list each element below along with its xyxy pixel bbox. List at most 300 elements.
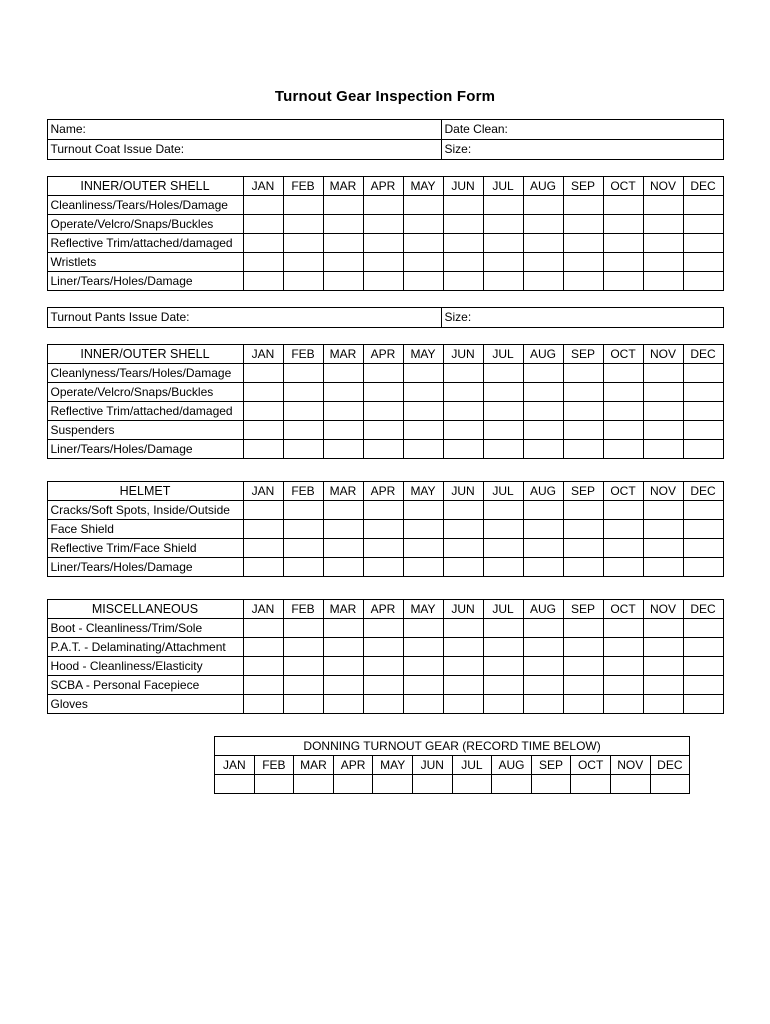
- check-cell[interactable]: [523, 383, 563, 402]
- month-header-dec: DEC: [650, 756, 690, 775]
- check-cell[interactable]: [683, 501, 723, 520]
- check-cell[interactable]: [323, 676, 363, 695]
- check-cell[interactable]: [643, 695, 683, 714]
- check-cell[interactable]: [363, 638, 403, 657]
- check-cell[interactable]: [683, 383, 723, 402]
- check-cell[interactable]: [603, 402, 643, 421]
- check-cell[interactable]: [683, 196, 723, 215]
- check-cell[interactable]: [563, 520, 603, 539]
- section-heading: INNER/OUTER SHELL: [47, 177, 243, 196]
- check-cell[interactable]: [523, 558, 563, 577]
- check-cell[interactable]: [523, 695, 563, 714]
- check-cell[interactable]: [523, 440, 563, 459]
- month-header-may: MAY: [403, 345, 443, 364]
- check-cell[interactable]: [683, 657, 723, 676]
- check-cell[interactable]: [643, 364, 683, 383]
- check-cell[interactable]: [603, 657, 643, 676]
- check-cell[interactable]: [283, 440, 323, 459]
- check-cell[interactable]: [563, 196, 603, 215]
- check-cell[interactable]: [443, 402, 483, 421]
- check-cell[interactable]: [323, 234, 363, 253]
- check-cell[interactable]: [483, 657, 523, 676]
- check-cell[interactable]: [443, 657, 483, 676]
- check-cell[interactable]: [283, 402, 323, 421]
- month-header-apr: APR: [363, 482, 403, 501]
- section-header-row: [47, 345, 723, 364]
- check-cell[interactable]: [443, 520, 483, 539]
- check-cell[interactable]: [323, 695, 363, 714]
- check-cell[interactable]: [603, 383, 643, 402]
- inspection-item-label: SCBA - Personal Facepiece: [47, 676, 243, 695]
- check-cell[interactable]: [643, 383, 683, 402]
- check-cell[interactable]: [483, 695, 523, 714]
- check-cell[interactable]: [603, 539, 643, 558]
- check-cell[interactable]: [523, 520, 563, 539]
- month-header-sep: SEP: [563, 345, 603, 364]
- check-cell[interactable]: [243, 402, 283, 421]
- check-cell[interactable]: [363, 272, 403, 291]
- check-cell[interactable]: [563, 657, 603, 676]
- check-cell[interactable]: [323, 657, 363, 676]
- check-cell[interactable]: [283, 539, 323, 558]
- check-cell[interactable]: [443, 364, 483, 383]
- check-cell[interactable]: [363, 695, 403, 714]
- date-clean-field[interactable]: Date Clean:: [441, 120, 723, 140]
- check-cell[interactable]: [363, 619, 403, 638]
- month-header-may: MAY: [403, 482, 443, 501]
- check-cell[interactable]: [563, 676, 603, 695]
- coat-size-field[interactable]: Size:: [441, 140, 723, 160]
- check-cell[interactable]: [523, 234, 563, 253]
- check-cell[interactable]: [563, 383, 603, 402]
- coat-issue-date-field[interactable]: Turnout Coat Issue Date:: [47, 140, 441, 160]
- check-cell[interactable]: [643, 440, 683, 459]
- check-cell[interactable]: [643, 234, 683, 253]
- check-cell[interactable]: [683, 440, 723, 459]
- name-field[interactable]: Name:: [47, 120, 441, 140]
- check-cell[interactable]: [523, 501, 563, 520]
- donning-time-cell[interactable]: [373, 775, 413, 794]
- check-cell[interactable]: [403, 619, 443, 638]
- check-cell[interactable]: [683, 638, 723, 657]
- check-cell[interactable]: [403, 272, 443, 291]
- check-cell[interactable]: [243, 215, 283, 234]
- table-row: [215, 775, 690, 794]
- check-cell[interactable]: [483, 440, 523, 459]
- check-cell[interactable]: [403, 638, 443, 657]
- check-cell[interactable]: [643, 619, 683, 638]
- check-cell[interactable]: [363, 539, 403, 558]
- month-header-jul: JUL: [483, 345, 523, 364]
- check-cell[interactable]: [683, 676, 723, 695]
- check-cell[interactable]: [643, 215, 683, 234]
- check-cell[interactable]: [283, 364, 323, 383]
- check-cell[interactable]: [643, 253, 683, 272]
- check-cell[interactable]: [243, 619, 283, 638]
- check-cell[interactable]: [403, 383, 443, 402]
- check-cell[interactable]: [403, 520, 443, 539]
- check-cell[interactable]: [683, 619, 723, 638]
- check-cell[interactable]: [363, 215, 403, 234]
- check-cell[interactable]: [603, 619, 643, 638]
- check-cell[interactable]: [643, 558, 683, 577]
- check-cell[interactable]: [603, 364, 643, 383]
- check-cell[interactable]: [563, 501, 603, 520]
- month-header-jul: JUL: [483, 600, 523, 619]
- check-cell[interactable]: [363, 520, 403, 539]
- check-cell[interactable]: [283, 501, 323, 520]
- donning-time-cell[interactable]: [571, 775, 611, 794]
- month-header-nov: NOV: [643, 600, 683, 619]
- check-cell[interactable]: [523, 676, 563, 695]
- check-cell[interactable]: [403, 676, 443, 695]
- check-cell[interactable]: [683, 558, 723, 577]
- check-cell[interactable]: [643, 657, 683, 676]
- check-cell[interactable]: [443, 695, 483, 714]
- check-cell[interactable]: [323, 501, 363, 520]
- check-cell[interactable]: [363, 440, 403, 459]
- check-cell[interactable]: [683, 253, 723, 272]
- check-cell[interactable]: [403, 402, 443, 421]
- check-cell[interactable]: [443, 440, 483, 459]
- check-cell[interactable]: [363, 657, 403, 676]
- check-cell[interactable]: [523, 364, 563, 383]
- check-cell[interactable]: [443, 196, 483, 215]
- check-cell[interactable]: [443, 638, 483, 657]
- check-cell[interactable]: [243, 272, 283, 291]
- check-cell[interactable]: [603, 196, 643, 215]
- check-cell[interactable]: [483, 676, 523, 695]
- check-cell[interactable]: [683, 402, 723, 421]
- check-cell[interactable]: [283, 272, 323, 291]
- check-cell[interactable]: [243, 520, 283, 539]
- check-cell[interactable]: [323, 364, 363, 383]
- check-cell[interactable]: [283, 676, 323, 695]
- check-cell[interactable]: [403, 440, 443, 459]
- donning-time-cell[interactable]: [294, 775, 334, 794]
- inspection-item-label: Face Shield: [47, 520, 243, 539]
- check-cell[interactable]: [523, 539, 563, 558]
- check-cell[interactable]: [563, 234, 603, 253]
- month-header-jul: JUL: [483, 177, 523, 196]
- check-cell[interactable]: [683, 272, 723, 291]
- check-cell[interactable]: [603, 440, 643, 459]
- check-cell[interactable]: [683, 234, 723, 253]
- month-header-feb: FEB: [283, 345, 323, 364]
- check-cell[interactable]: [323, 253, 363, 272]
- check-cell[interactable]: [643, 402, 683, 421]
- month-header-nov: NOV: [643, 177, 683, 196]
- check-cell[interactable]: [403, 215, 443, 234]
- check-cell[interactable]: [563, 638, 603, 657]
- check-cell[interactable]: [443, 676, 483, 695]
- check-cell[interactable]: [323, 402, 363, 421]
- check-cell[interactable]: [603, 501, 643, 520]
- check-cell[interactable]: [603, 676, 643, 695]
- check-cell[interactable]: [523, 657, 563, 676]
- check-cell[interactable]: [403, 253, 443, 272]
- check-cell[interactable]: [283, 638, 323, 657]
- table-row: [47, 196, 723, 215]
- check-cell[interactable]: [443, 272, 483, 291]
- check-cell[interactable]: [443, 421, 483, 440]
- check-cell[interactable]: [483, 402, 523, 421]
- check-cell[interactable]: [243, 196, 283, 215]
- check-cell[interactable]: [243, 676, 283, 695]
- inspection-item-label: Cleanliness/Tears/Holes/Damage: [47, 196, 243, 215]
- check-cell[interactable]: [523, 215, 563, 234]
- check-cell[interactable]: [603, 253, 643, 272]
- check-cell[interactable]: [243, 253, 283, 272]
- check-cell[interactable]: [443, 383, 483, 402]
- month-header-apr: APR: [333, 756, 373, 775]
- check-cell[interactable]: [603, 695, 643, 714]
- donning-time-cell[interactable]: [412, 775, 452, 794]
- check-cell[interactable]: [363, 364, 403, 383]
- month-header-dec: DEC: [683, 345, 723, 364]
- check-cell[interactable]: [443, 215, 483, 234]
- check-cell[interactable]: [483, 364, 523, 383]
- check-cell[interactable]: [643, 638, 683, 657]
- check-cell[interactable]: [363, 234, 403, 253]
- check-cell[interactable]: [443, 253, 483, 272]
- month-header-jun: JUN: [443, 600, 483, 619]
- check-cell[interactable]: [363, 196, 403, 215]
- pants-size-field[interactable]: Size:: [441, 308, 723, 328]
- check-cell[interactable]: [483, 421, 523, 440]
- check-cell[interactable]: [483, 501, 523, 520]
- check-cell[interactable]: [283, 657, 323, 676]
- donning-time-cell[interactable]: [215, 775, 255, 794]
- donning-time-cell[interactable]: [333, 775, 373, 794]
- check-cell[interactable]: [323, 196, 363, 215]
- check-cell[interactable]: [243, 440, 283, 459]
- section-heading: HELMET: [47, 482, 243, 501]
- check-cell[interactable]: [523, 253, 563, 272]
- inspection-item-label: Reflective Trim/Face Shield: [47, 539, 243, 558]
- check-cell[interactable]: [363, 558, 403, 577]
- check-cell[interactable]: [363, 383, 403, 402]
- check-cell[interactable]: [283, 619, 323, 638]
- check-cell[interactable]: [643, 196, 683, 215]
- month-header-oct: OCT: [603, 177, 643, 196]
- check-cell[interactable]: [603, 215, 643, 234]
- check-cell[interactable]: [283, 421, 323, 440]
- check-cell[interactable]: [243, 234, 283, 253]
- check-cell[interactable]: [483, 196, 523, 215]
- table-row: [215, 737, 690, 756]
- check-cell[interactable]: [403, 364, 443, 383]
- check-cell[interactable]: [403, 558, 443, 577]
- check-cell[interactable]: [563, 440, 603, 459]
- donning-time-cell[interactable]: [452, 775, 492, 794]
- check-cell[interactable]: [603, 638, 643, 657]
- check-cell[interactable]: [403, 657, 443, 676]
- check-cell[interactable]: [523, 272, 563, 291]
- table-row: [47, 638, 723, 657]
- section-header-row: [47, 600, 723, 619]
- check-cell[interactable]: [323, 383, 363, 402]
- check-cell[interactable]: [323, 272, 363, 291]
- check-cell[interactable]: [483, 253, 523, 272]
- check-cell[interactable]: [683, 539, 723, 558]
- check-cell[interactable]: [483, 215, 523, 234]
- check-cell[interactable]: [323, 539, 363, 558]
- check-cell[interactable]: [283, 520, 323, 539]
- month-header-feb: FEB: [283, 600, 323, 619]
- pants-issue-date-field[interactable]: Turnout Pants Issue Date:: [47, 308, 441, 328]
- table-row: [47, 215, 723, 234]
- check-cell[interactable]: [483, 638, 523, 657]
- check-cell[interactable]: [243, 383, 283, 402]
- check-cell[interactable]: [603, 421, 643, 440]
- check-cell[interactable]: [563, 421, 603, 440]
- check-cell[interactable]: [603, 272, 643, 291]
- check-cell[interactable]: [683, 421, 723, 440]
- check-cell[interactable]: [283, 215, 323, 234]
- check-cell[interactable]: [323, 638, 363, 657]
- donning-time-cell[interactable]: [650, 775, 690, 794]
- donning-time-cell[interactable]: [254, 775, 294, 794]
- check-cell[interactable]: [643, 539, 683, 558]
- check-cell[interactable]: [523, 196, 563, 215]
- check-cell[interactable]: [243, 539, 283, 558]
- check-cell[interactable]: [443, 501, 483, 520]
- inspection-item-label: Reflective Trim/attached/damaged: [47, 234, 243, 253]
- check-cell[interactable]: [563, 253, 603, 272]
- inspection-item-label: Boot - Cleanliness/Trim/Sole: [47, 619, 243, 638]
- check-cell[interactable]: [683, 364, 723, 383]
- check-cell[interactable]: [363, 253, 403, 272]
- check-cell[interactable]: [483, 539, 523, 558]
- check-cell[interactable]: [323, 440, 363, 459]
- month-header-dec: DEC: [683, 177, 723, 196]
- check-cell[interactable]: [483, 558, 523, 577]
- month-header-jul: JUL: [483, 482, 523, 501]
- check-cell[interactable]: [283, 695, 323, 714]
- check-cell[interactable]: [283, 558, 323, 577]
- check-cell[interactable]: [563, 272, 603, 291]
- month-header-dec: DEC: [683, 482, 723, 501]
- check-cell[interactable]: [523, 619, 563, 638]
- check-cell[interactable]: [443, 539, 483, 558]
- check-cell[interactable]: [563, 558, 603, 577]
- check-cell[interactable]: [483, 383, 523, 402]
- check-cell[interactable]: [363, 501, 403, 520]
- check-cell[interactable]: [483, 234, 523, 253]
- donning-time-cell[interactable]: [531, 775, 571, 794]
- month-header-jul: JUL: [452, 756, 492, 775]
- check-cell[interactable]: [643, 520, 683, 539]
- check-cell[interactable]: [643, 421, 683, 440]
- inspection-item-label: Cracks/Soft Spots, Inside/Outside: [47, 501, 243, 520]
- month-header-sep: SEP: [563, 482, 603, 501]
- check-cell[interactable]: [683, 215, 723, 234]
- inspection-item-label: Operate/Velcro/Snaps/Buckles: [47, 215, 243, 234]
- donning-time-cell[interactable]: [492, 775, 532, 794]
- check-cell[interactable]: [323, 215, 363, 234]
- check-cell[interactable]: [283, 234, 323, 253]
- check-cell[interactable]: [363, 421, 403, 440]
- check-cell[interactable]: [363, 402, 403, 421]
- check-cell[interactable]: [363, 676, 403, 695]
- check-cell[interactable]: [243, 501, 283, 520]
- check-cell[interactable]: [483, 619, 523, 638]
- check-cell[interactable]: [563, 695, 603, 714]
- check-cell[interactable]: [603, 558, 643, 577]
- check-cell[interactable]: [283, 253, 323, 272]
- check-cell[interactable]: [443, 619, 483, 638]
- check-cell[interactable]: [283, 196, 323, 215]
- month-header-sep: SEP: [531, 756, 571, 775]
- check-cell[interactable]: [243, 364, 283, 383]
- check-cell[interactable]: [243, 421, 283, 440]
- table-row: [47, 253, 723, 272]
- check-cell[interactable]: [283, 383, 323, 402]
- check-cell[interactable]: [563, 619, 603, 638]
- check-cell[interactable]: [323, 558, 363, 577]
- check-cell[interactable]: [243, 695, 283, 714]
- check-cell[interactable]: [603, 520, 643, 539]
- inspection-item-label: Hood - Cleanliness/Elasticity: [47, 657, 243, 676]
- check-cell[interactable]: [243, 638, 283, 657]
- check-cell[interactable]: [683, 695, 723, 714]
- check-cell[interactable]: [563, 364, 603, 383]
- check-cell[interactable]: [323, 520, 363, 539]
- check-cell[interactable]: [523, 402, 563, 421]
- table-row: [47, 364, 723, 383]
- check-cell[interactable]: [563, 539, 603, 558]
- header-fields-table: [47, 119, 724, 160]
- section-table-miscellaneous: [47, 599, 724, 714]
- donning-time-cell[interactable]: [610, 775, 650, 794]
- check-cell[interactable]: [403, 501, 443, 520]
- check-cell[interactable]: [403, 695, 443, 714]
- check-cell[interactable]: [443, 558, 483, 577]
- table-row: [47, 520, 723, 539]
- check-cell[interactable]: [563, 402, 603, 421]
- check-cell[interactable]: [563, 215, 603, 234]
- check-cell[interactable]: [243, 558, 283, 577]
- check-cell[interactable]: [403, 234, 443, 253]
- month-header-nov: NOV: [610, 756, 650, 775]
- month-header-jun: JUN: [443, 345, 483, 364]
- check-cell[interactable]: [323, 619, 363, 638]
- check-cell[interactable]: [523, 421, 563, 440]
- check-cell[interactable]: [403, 421, 443, 440]
- check-cell[interactable]: [243, 657, 283, 676]
- inspection-item-label: Liner/Tears/Holes/Damage: [47, 558, 243, 577]
- check-cell[interactable]: [483, 272, 523, 291]
- check-cell[interactable]: [643, 501, 683, 520]
- table-row: [47, 676, 723, 695]
- check-cell[interactable]: [443, 234, 483, 253]
- check-cell[interactable]: [403, 196, 443, 215]
- check-cell[interactable]: [523, 638, 563, 657]
- check-cell[interactable]: [403, 539, 443, 558]
- table-row: [47, 501, 723, 520]
- month-header-aug: AUG: [492, 756, 532, 775]
- check-cell[interactable]: [483, 520, 523, 539]
- check-cell[interactable]: [683, 520, 723, 539]
- check-cell[interactable]: [323, 421, 363, 440]
- check-cell[interactable]: [643, 272, 683, 291]
- check-cell[interactable]: [643, 676, 683, 695]
- table-row: [47, 402, 723, 421]
- table-row: [215, 756, 690, 775]
- check-cell[interactable]: [603, 234, 643, 253]
- section-heading: INNER/OUTER SHELL: [47, 345, 243, 364]
